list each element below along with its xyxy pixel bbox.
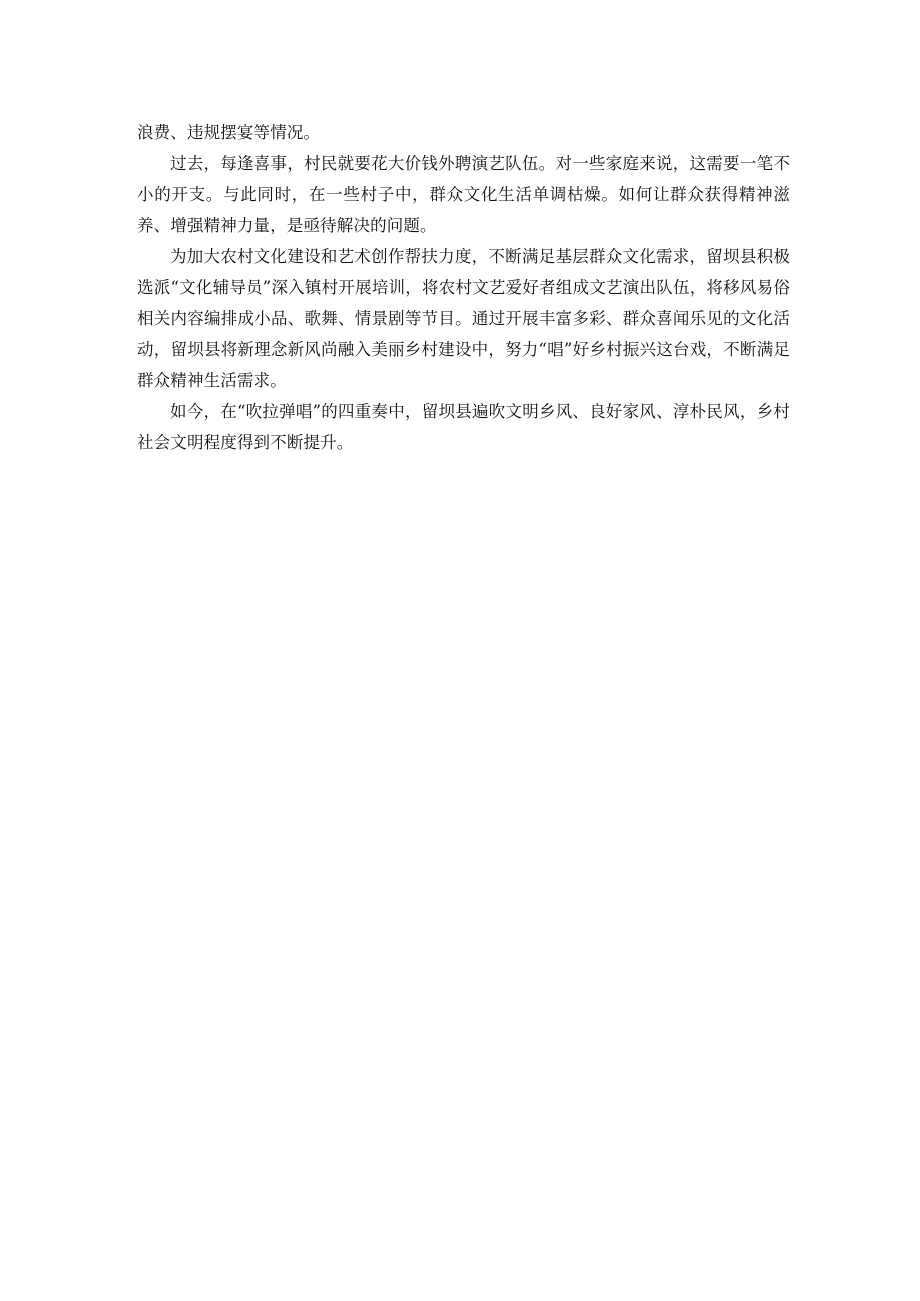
document-body: [137, 117, 790, 458]
paragraph-4: 如今，在“吹拉弹唱”的四重奏中，留坝县遍吹文明乡风、良好家风、淳朴民风，乡村社会文明程度得到不断提升。: [137, 402, 790, 452]
paragraph-2: 过去，每逢喜事，村民就要花大价钱外聘演艺队伍。对一些家庭来说，这需要一笔不小的开支。与此同时，在一些村子中，群众文化生活单调枯燥。如何让群众获得精神滋养、增强精神力量，是亟待解决的问题。: [137, 154, 790, 235]
paragraph-1: 浪费、违规摆宴等情况。: [137, 123, 321, 142]
paragraph-3: 为加大农村文化建设和艺术创作帮扶力度，不断满足基层群众文化需求，留坝县积极选派“文化辅导员”深入镇村开展培训，将农村文艺爱好者组成文艺演出队伍，将移风易俗相关内容编排成小品、歌舞、情景剧等节目。通过开展丰富多彩、群众喜闻乐见的文化活动，留坝县将新理念新风尚融入美丽乡村建设中，努力“唱”好乡村振兴这台戏，不断满足群众精神生活需求。: [137, 247, 790, 390]
